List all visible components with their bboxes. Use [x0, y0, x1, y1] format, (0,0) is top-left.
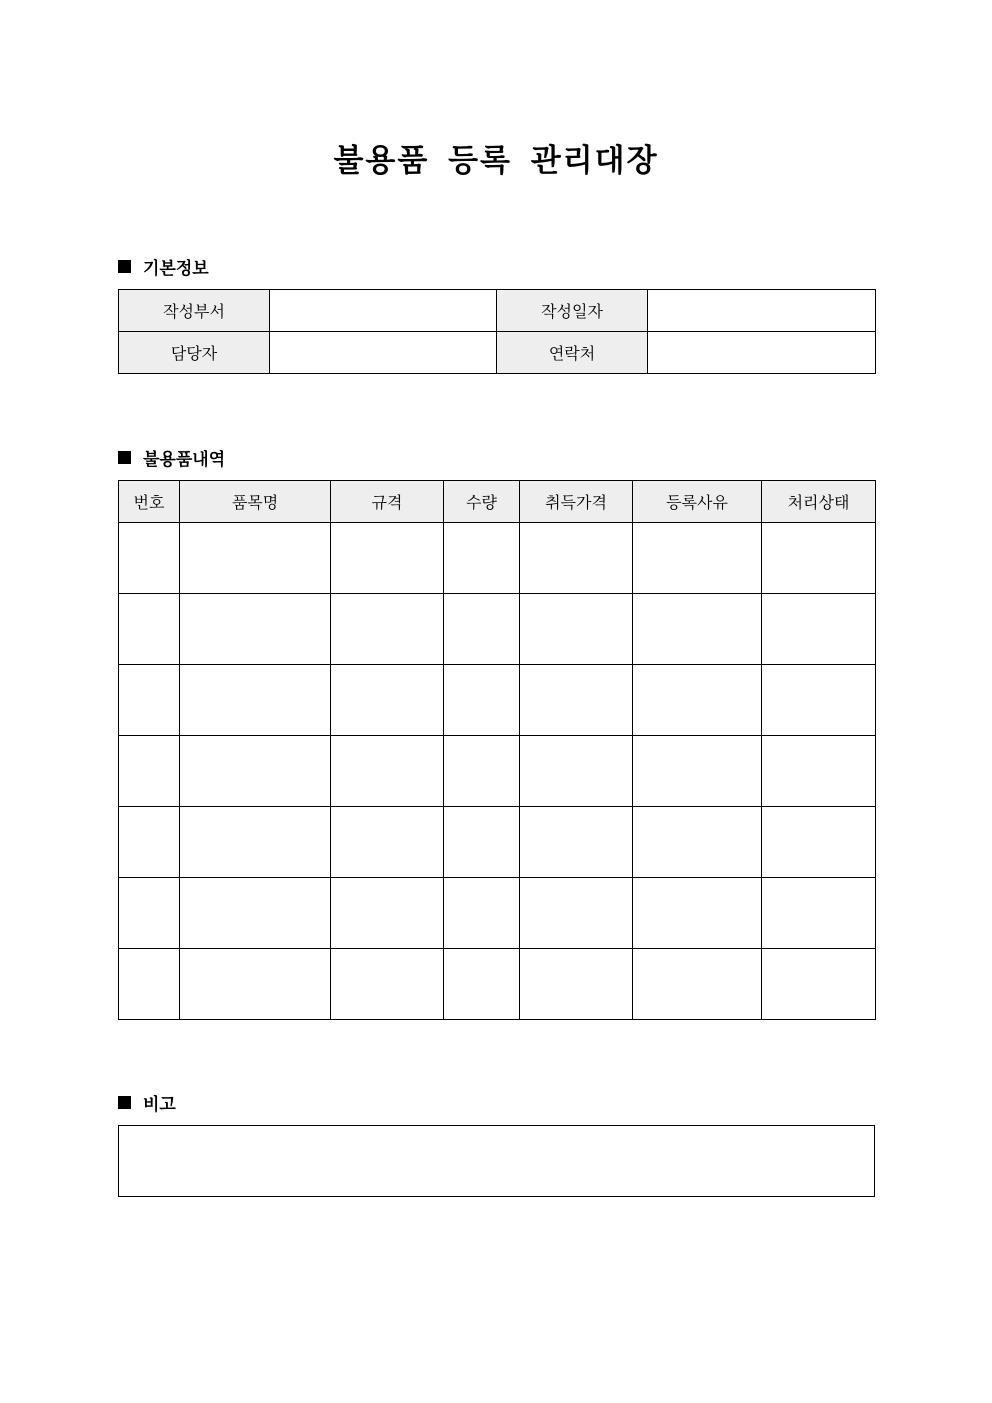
- table-cell[interactable]: [180, 736, 331, 807]
- manager-label: 담당자: [119, 332, 270, 374]
- column-header-item-name: 품목명: [180, 481, 331, 523]
- department-label: 작성부서: [119, 290, 270, 332]
- table-cell[interactable]: [180, 807, 331, 878]
- column-header-quantity: 수량: [444, 481, 520, 523]
- table-cell[interactable]: [520, 807, 633, 878]
- table-cell[interactable]: [119, 594, 180, 665]
- contact-field[interactable]: [648, 332, 876, 374]
- column-header-acquisition-price: 취득가격: [520, 481, 633, 523]
- square-bullet-icon: [118, 1096, 131, 1109]
- manager-field[interactable]: [270, 332, 497, 374]
- table-cell[interactable]: [119, 665, 180, 736]
- table-cell[interactable]: [331, 807, 444, 878]
- table-cell[interactable]: [119, 949, 180, 1020]
- table-cell[interactable]: [180, 523, 331, 594]
- table-cell[interactable]: [520, 594, 633, 665]
- square-bullet-icon: [118, 451, 131, 464]
- date-label: 작성일자: [497, 290, 648, 332]
- table-cell[interactable]: [633, 523, 762, 594]
- table-row: [119, 665, 876, 736]
- table-cell[interactable]: [180, 665, 331, 736]
- table-cell[interactable]: [520, 736, 633, 807]
- table-cell[interactable]: [633, 878, 762, 949]
- table-cell[interactable]: [762, 523, 876, 594]
- table-cell[interactable]: [762, 594, 876, 665]
- table-cell[interactable]: [331, 949, 444, 1020]
- items-header-row: [119, 481, 876, 523]
- table-cell[interactable]: [180, 949, 331, 1020]
- column-header-reason: 등록사유: [633, 481, 762, 523]
- table-cell[interactable]: [520, 878, 633, 949]
- remarks-heading: [118, 1090, 176, 1115]
- table-cell[interactable]: [633, 594, 762, 665]
- table-cell[interactable]: [180, 594, 331, 665]
- table-cell[interactable]: [762, 665, 876, 736]
- items-heading-label: 불용품내역: [143, 450, 226, 470]
- table-cell[interactable]: [331, 665, 444, 736]
- table-cell[interactable]: [444, 665, 520, 736]
- date-field[interactable]: [648, 290, 876, 332]
- table-cell[interactable]: [633, 949, 762, 1020]
- table-cell[interactable]: [444, 878, 520, 949]
- remarks-heading-label: 비고: [143, 1095, 176, 1115]
- table-cell[interactable]: [633, 807, 762, 878]
- table-cell[interactable]: [119, 878, 180, 949]
- column-header-spec: 규격: [331, 481, 444, 523]
- table-cell[interactable]: [762, 807, 876, 878]
- column-header-number: 번호: [119, 481, 180, 523]
- remarks-field[interactable]: [118, 1125, 875, 1197]
- table-row: [119, 736, 876, 807]
- basic-info-row: [119, 290, 876, 332]
- table-cell[interactable]: [331, 736, 444, 807]
- table-cell[interactable]: [119, 807, 180, 878]
- table-cell[interactable]: [762, 949, 876, 1020]
- basic-info-row: [119, 332, 876, 374]
- table-cell[interactable]: [444, 736, 520, 807]
- table-cell[interactable]: [444, 949, 520, 1020]
- table-cell[interactable]: [119, 523, 180, 594]
- column-header-status: 처리상태: [762, 481, 876, 523]
- square-bullet-icon: [118, 260, 131, 273]
- table-cell[interactable]: [520, 949, 633, 1020]
- table-row: [119, 878, 876, 949]
- table-cell[interactable]: [444, 807, 520, 878]
- table-cell[interactable]: [520, 523, 633, 594]
- contact-label: 연락처: [497, 332, 648, 374]
- table-row: [119, 807, 876, 878]
- basic-info-heading: [118, 254, 209, 279]
- table-cell[interactable]: [444, 523, 520, 594]
- basic-info-heading-label: 기본정보: [143, 259, 209, 279]
- table-row: [119, 949, 876, 1020]
- table-cell[interactable]: [633, 665, 762, 736]
- table-cell[interactable]: [119, 736, 180, 807]
- table-cell[interactable]: [180, 878, 331, 949]
- table-cell[interactable]: [331, 878, 444, 949]
- table-cell[interactable]: [762, 878, 876, 949]
- table-cell[interactable]: [520, 665, 633, 736]
- table-cell[interactable]: [331, 594, 444, 665]
- table-cell[interactable]: [633, 736, 762, 807]
- items-table: [118, 480, 876, 1020]
- table-cell[interactable]: [331, 523, 444, 594]
- basic-info-table: [118, 289, 876, 374]
- table-cell[interactable]: [444, 594, 520, 665]
- table-row: [119, 594, 876, 665]
- document-title: 불용품 등록 관리대장: [333, 143, 659, 179]
- table-row: [119, 523, 876, 594]
- department-field[interactable]: [270, 290, 497, 332]
- items-heading: [118, 445, 225, 470]
- table-cell[interactable]: [762, 736, 876, 807]
